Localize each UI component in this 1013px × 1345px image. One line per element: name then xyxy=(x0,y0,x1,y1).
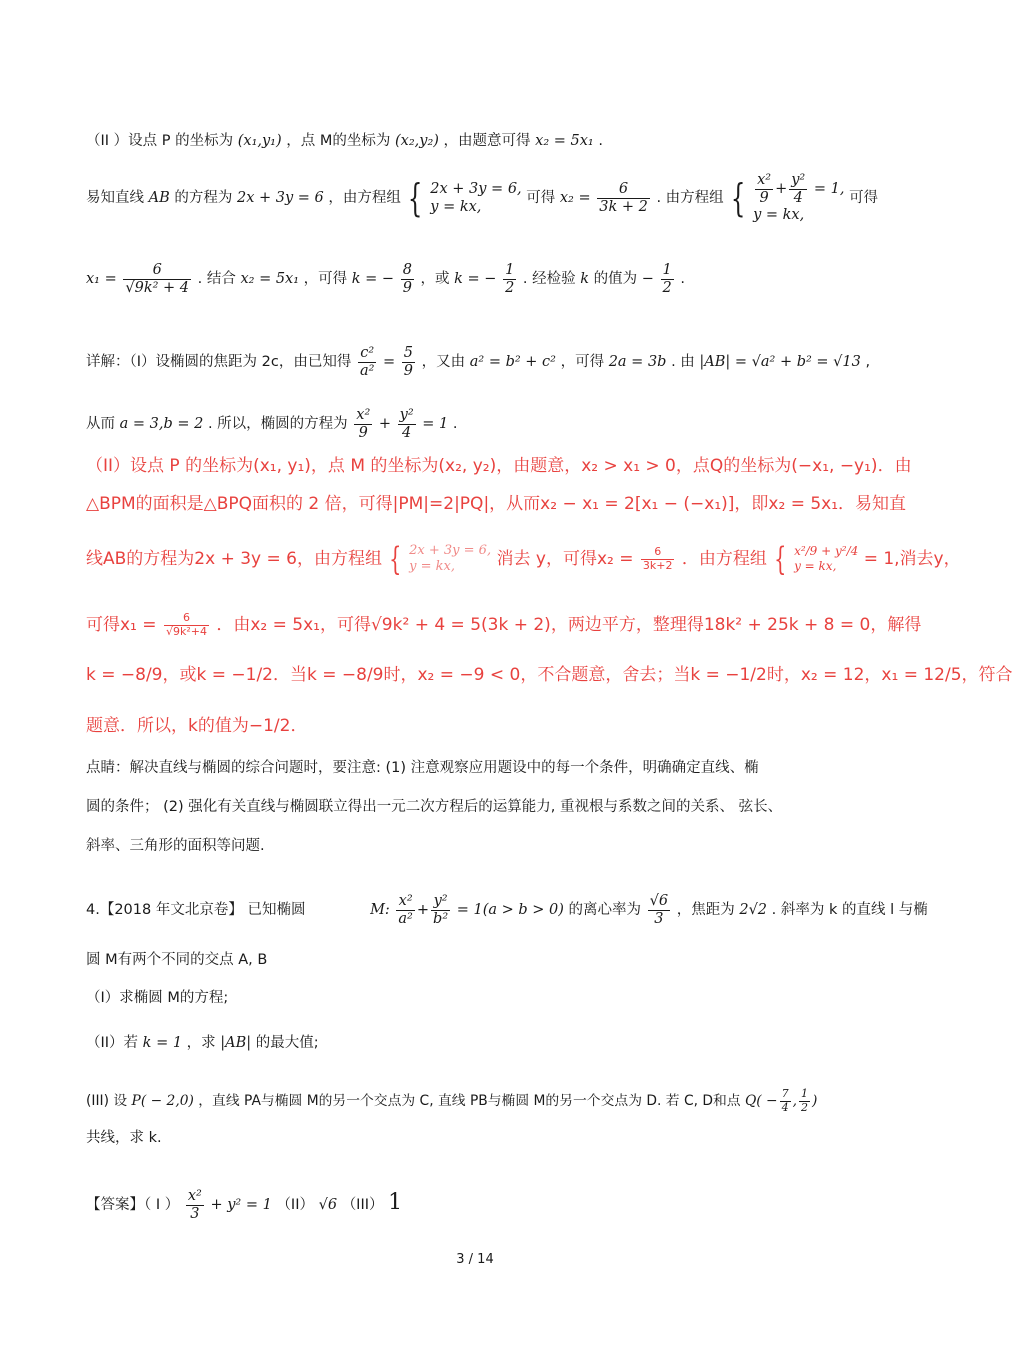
math: 2x + 3y = 6 xyxy=(236,190,324,207)
numerator: 1 xyxy=(662,262,672,278)
question-4-part-1: （I）求椭圆 M的方程; xyxy=(86,990,229,1006)
red-line-3 xyxy=(86,540,961,578)
brace: { xyxy=(408,176,423,221)
fraction xyxy=(186,1188,204,1222)
text: ，可得 xyxy=(303,271,348,288)
text: . 斜率为 k 的直线 l 与椭 xyxy=(771,902,928,919)
red-line-2: △BPM的面积是△BPQ面积的 2 倍，可得|PM|=2|PQ|，从而x₂ − x₁ = 2[x₁ − (−x₁)]，即x₂ = 5x₁．易知直 xyxy=(86,494,907,514)
math: k = 1 xyxy=(142,1035,183,1051)
math: 2√2 xyxy=(739,902,768,919)
text: 可得 xyxy=(526,190,556,207)
question-4-part-3-line-2: 共线，求 k. xyxy=(86,1130,162,1146)
text: 【答案】（ I ） xyxy=(86,1197,180,1214)
math: x₂ = 5x₁ xyxy=(240,271,300,288)
eq: y = kx, xyxy=(409,559,455,574)
text: (III) 设 xyxy=(86,1093,128,1110)
fraction xyxy=(354,407,372,441)
denominator: 2 xyxy=(505,279,515,296)
denominator: a² xyxy=(398,910,413,927)
fraction xyxy=(123,262,191,296)
fraction xyxy=(661,262,674,296)
eq: 2x + 3y = 6, xyxy=(409,542,492,558)
text: . 结合 xyxy=(197,271,236,288)
system-2 xyxy=(753,172,844,224)
math: + y² = 1 xyxy=(210,1197,272,1214)
numerator: y² xyxy=(399,407,414,423)
text: . 所以，椭圆的方程为 xyxy=(207,416,348,433)
math: a² = b² + c² xyxy=(469,354,556,371)
text: . 经检验 xyxy=(522,271,576,288)
page-number: 3 / 14 xyxy=(456,1252,494,1267)
math: ) xyxy=(812,1093,818,1110)
text: ，直线 PA与椭圆 M的另一个交点为 C, 直线 PB与椭圆 M的另一个交点为 D. 若 C, D和点 xyxy=(198,1093,741,1110)
dianjing-line-1: 点睛：解决直线与椭圆的综合问题时，要注意: (1) 注意观察应用题设中的每一个条件，明确确定直线、椭 xyxy=(86,760,759,776)
denominator: b² xyxy=(433,910,449,927)
text: 可得x₁ = xyxy=(86,615,157,636)
system-1 xyxy=(430,180,521,216)
question-4: 4.【2018 年文北京卷】 已知椭圆 M: $\frac{\text{x²}}{\text{a²}}$ + $\frac{\text{y²}}{\text{b²}}$ = 1(a > b > 0) 的离心率为 $\frac{√6}{3}$ ，焦距为 2√2 . 斜率为 k 的直线 l 与椭 xyxy=(86,893,928,927)
brace: { xyxy=(774,540,787,578)
question-4-part-2 xyxy=(86,1033,319,1053)
math: = xyxy=(383,354,396,371)
fraction xyxy=(648,893,670,927)
fraction xyxy=(755,172,773,206)
math: k = − xyxy=(351,271,395,288)
red-line-6: 题意．所以，k的值为−1/2． xyxy=(86,716,308,736)
numerator: 7 xyxy=(781,1087,789,1100)
fraction xyxy=(503,262,516,296)
denominator: 3 xyxy=(190,1205,200,1222)
part2-intro xyxy=(86,131,603,151)
math: |AB| xyxy=(220,1035,252,1051)
dianjing-line-2: 圆的条件； (2) 强化有关直线与椭圆联立得出一元二次方程后的运算能力, 重视根与系数之间的关系、 弦长、 xyxy=(86,799,783,815)
numerator: 1 xyxy=(505,262,515,278)
text: 从而 xyxy=(86,416,115,433)
numerator: x² xyxy=(187,1188,202,1204)
text: （II） xyxy=(276,1197,314,1214)
fraction xyxy=(401,262,414,296)
numerator: 6 xyxy=(641,546,675,560)
denominator: √9k²+4 xyxy=(165,624,207,638)
fraction xyxy=(164,612,209,638)
eq: y = kx, xyxy=(430,199,482,216)
fraction xyxy=(799,1088,810,1114)
text: , xyxy=(865,354,871,371)
eq: y = kx, xyxy=(753,207,805,224)
question-4-part-3 xyxy=(86,1088,817,1114)
text: 可得 xyxy=(849,190,879,207)
denominator: 3 xyxy=(654,910,664,927)
brace: { xyxy=(731,176,746,221)
numerator: 6 xyxy=(123,262,191,280)
text: ．由方程组 xyxy=(681,549,767,569)
detail2-paragraph xyxy=(86,407,457,441)
math: AB xyxy=(148,190,170,207)
numerator: 6 xyxy=(164,612,209,626)
text: = 1,消去y， xyxy=(863,549,961,569)
text: ，焦距为 xyxy=(676,902,735,919)
text: 的最大值; xyxy=(255,1035,319,1051)
numerator: 1 xyxy=(801,1087,808,1100)
numerator: 6 xyxy=(597,181,650,199)
denominator: 4 xyxy=(402,424,412,441)
eq-rhs: = 1, xyxy=(813,181,845,198)
dianjing-line-3: 斜率、三角形的面积等问题. xyxy=(86,838,265,854)
detail-paragraph xyxy=(86,345,870,379)
text: 消去 y，可得x₂ = xyxy=(496,549,634,569)
eq: x²/9 + y²/4 xyxy=(794,544,859,558)
math: + xyxy=(378,416,392,433)
fraction xyxy=(398,407,416,441)
text: 的方程为 xyxy=(174,190,233,207)
math: Q( − xyxy=(744,1093,778,1110)
numerator: x² xyxy=(356,407,371,423)
fraction xyxy=(780,1088,791,1114)
text: . xyxy=(598,133,603,149)
denominator: 4 xyxy=(793,189,803,206)
fraction xyxy=(402,345,415,379)
line-ab-paragraph xyxy=(86,172,878,224)
text: ，点 M的坐标为 xyxy=(286,133,391,149)
eq: $\frac{\text{x²}}{9}$ + $\frac{\text{y²}}{4}$ = 1, xyxy=(757,172,845,206)
text: 线AB的方程为2x + 3y = 6，由方程组 xyxy=(86,549,382,569)
math: x₁ = xyxy=(86,271,117,288)
red-line-1: （II）设点 P 的坐标为(x₁, y₁)，点 M 的坐标为(x₂, y₂)，由题意，x₂ > x₁ > 0，点Q的坐标为(−x₁, −y₁)．由 xyxy=(86,456,912,476)
text: ，或 xyxy=(420,271,450,288)
red-line-4 xyxy=(86,612,921,638)
text: ，求 xyxy=(186,1035,216,1051)
numerator: √6 xyxy=(649,893,669,909)
text: ，可得 xyxy=(560,354,605,371)
numerator: y² xyxy=(431,893,450,911)
denominator: 3k + 2 xyxy=(599,198,648,215)
math: M: xyxy=(370,902,390,919)
numerator: y² xyxy=(791,172,806,188)
math: (x₁,y₁) xyxy=(237,133,282,149)
math: |AB| = √a² + b² = √13 xyxy=(699,354,861,371)
eq: y = kx, xyxy=(794,559,837,573)
math: x₂ = xyxy=(559,190,591,207)
math: √6 xyxy=(318,1197,338,1214)
fraction xyxy=(597,181,650,215)
denominator: √9k² + 4 xyxy=(125,279,190,296)
fraction xyxy=(396,893,414,927)
text: 易知直线 xyxy=(86,190,144,207)
text: . xyxy=(680,271,685,288)
denominator: 9 xyxy=(759,189,769,206)
red-line-5: k = −8/9，或k = −1/2．当k = −8/9时，x₂ = −9 < 0，不合题意，舍去；当k = −1/2时，x₂ = 12，x₁ = 12/5，符合 xyxy=(86,665,1013,685)
text: 4.【2018 年文北京卷】 已知椭圆 xyxy=(86,902,306,919)
fraction xyxy=(358,345,376,379)
text: 的离心率为 xyxy=(568,902,642,919)
brace: { xyxy=(389,540,402,578)
denominator: 9 xyxy=(403,362,414,379)
question-4-line-2: 圆 M有两个不同的交点 A, B xyxy=(86,952,268,968)
numerator: c² xyxy=(358,345,376,363)
text: （II）若 xyxy=(86,1035,139,1051)
math: (x₂,y₂) xyxy=(395,133,439,149)
text: （III） xyxy=(341,1197,384,1214)
denominator: 2 xyxy=(662,279,672,296)
answer-value: 1 xyxy=(388,1190,403,1216)
fraction xyxy=(641,546,675,572)
text: （II ）设点 P 的坐标为 xyxy=(86,133,234,149)
numerator: 5 xyxy=(403,345,414,361)
text: 详解：（I）设椭圆的焦距为 2c，由已知得 xyxy=(86,354,352,371)
math: x₂ = 5x₁ xyxy=(535,133,594,149)
denominator: 9 xyxy=(402,279,412,296)
text: 的值为 xyxy=(593,271,638,288)
math: 2a = 3b xyxy=(608,354,667,371)
math: − xyxy=(641,271,654,288)
numerator: x² xyxy=(757,172,772,188)
denominator: a² xyxy=(359,362,375,379)
denominator: 9 xyxy=(358,424,368,441)
system xyxy=(409,543,491,576)
numerator: x² xyxy=(396,893,414,911)
math: a = 3,b = 2 xyxy=(119,416,204,433)
math: k xyxy=(580,271,590,288)
answer xyxy=(86,1188,402,1222)
math: , xyxy=(792,1093,797,1110)
math: P( − 2,0) xyxy=(131,1093,194,1110)
math: = 1 xyxy=(422,416,449,433)
text: ，又由 xyxy=(421,354,466,371)
math: = 1(a > b > 0) xyxy=(456,902,564,919)
text: . 由方程组 xyxy=(656,190,724,207)
math: k = − xyxy=(454,271,497,288)
text: . 由 xyxy=(671,354,695,371)
text: ，由方程组 xyxy=(328,190,401,207)
text: ，由题意可得 xyxy=(443,133,531,149)
numerator: 8 xyxy=(402,262,412,278)
fraction xyxy=(789,172,807,206)
text: . xyxy=(452,416,458,433)
system xyxy=(794,544,858,574)
x1-paragraph xyxy=(86,262,685,296)
denominator: 3k+2 xyxy=(642,558,673,572)
denominator: 2 xyxy=(801,1100,808,1114)
fraction xyxy=(431,893,450,927)
text: ．由x₂ = 5x₁，可得√9k² + 4 = 5(3k + 2)，两边平方，整理得18k² + 25k + 8 = 0，解得 xyxy=(216,615,922,636)
eq: 2x + 3y = 6, xyxy=(430,181,522,198)
denominator: 4 xyxy=(781,1100,789,1114)
